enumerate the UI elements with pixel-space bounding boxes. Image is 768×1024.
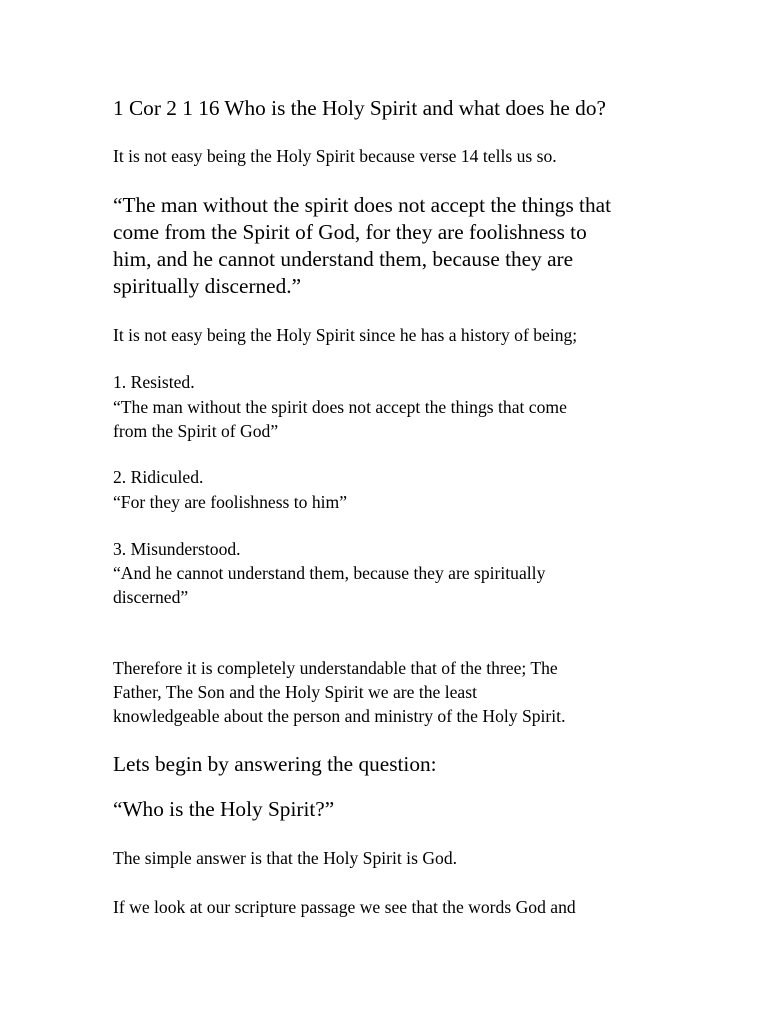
answer-paragraph: The simple answer is that the Holy Spirit is God.: [113, 848, 458, 868]
quote-line: come from the Spirit of God, for they are foolishness to: [113, 220, 587, 244]
document-title: 1 Cor 2 1 16 Who is the Holy Spirit and what does he do?: [113, 96, 606, 120]
point-quote-line: from the Spirit of God”: [113, 421, 279, 441]
intro-paragraph: It is not easy being the Holy Spirit because verse 14 tells us so.: [113, 146, 557, 166]
point-heading: 2. Ridiculed.: [113, 467, 204, 487]
conclusion-line: knowledgeable about the person and ministry of the Holy Spirit.: [113, 706, 566, 726]
question-intro: Lets begin by answering the question:: [113, 752, 437, 776]
quote-line: him, and he cannot understand them, because they are: [113, 247, 574, 271]
history-intro: It is not easy being the Holy Spirit since he has a history of being;: [113, 325, 578, 345]
question-heading: “Who is the Holy Spirit?”: [113, 797, 335, 821]
conclusion-line: Father, The Son and the Holy Spirit we are the least: [113, 682, 477, 702]
point-quote-line: “And he cannot understand them, because they are spiritually: [113, 563, 546, 583]
point-quote-line: “The man without the spirit does not accept the things that come: [113, 397, 567, 417]
point-quote-line: “For they are foolishness to him”: [113, 492, 348, 512]
quote-line: “The man without the spirit does not accept the things that: [113, 193, 611, 217]
passage-paragraph: If we look at our scripture passage we see that the words God and: [113, 897, 576, 917]
point-heading: 1. Resisted.: [113, 372, 195, 392]
quote-line: spiritually discerned.”: [113, 274, 302, 298]
conclusion-line: Therefore it is completely understandable that of the three; The: [113, 658, 558, 678]
point-quote-line: discerned”: [113, 587, 189, 607]
point-heading: 3. Misunderstood.: [113, 539, 241, 559]
